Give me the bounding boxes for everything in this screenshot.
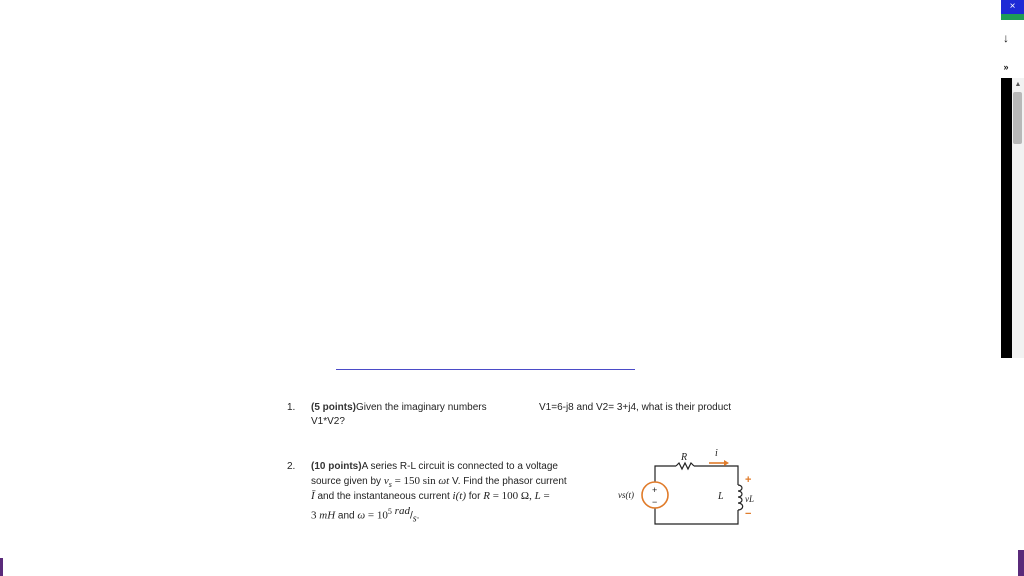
question-1-text-c: V1*V2? (311, 416, 345, 427)
current-arrow-head (724, 460, 729, 466)
arrow-up-icon: ▲ (1014, 81, 1022, 88)
question-2-line2: source given by $v_s = 150$ sin ωt V. Find the phasor current (311, 475, 567, 489)
resistor-symbol (676, 463, 694, 469)
rl-circuit-diagram (612, 446, 762, 530)
circuit-wire (655, 508, 738, 524)
chevron-right-icon: » (1003, 62, 1009, 72)
close-icon: × (1009, 1, 1016, 12)
label-L: L (718, 491, 724, 502)
question-2-line1: (10 points)A series R-L circuit is connected to a voltage (311, 461, 558, 472)
inductor-minus: − (745, 508, 752, 520)
question-1-text-a: Given the imaginary numbers (356, 402, 487, 413)
inductor-plus: + (745, 474, 752, 486)
scrollbar-thumb[interactable] (1013, 92, 1022, 144)
more-button[interactable] (1000, 60, 1012, 74)
download-icon: ↓ (1003, 31, 1009, 45)
circuit-wire (655, 466, 676, 482)
label-i: i (715, 448, 718, 459)
question-1-points: (5 points) (311, 402, 356, 413)
scroll-up-button[interactable] (1013, 80, 1023, 90)
inductor-symbol (738, 485, 743, 510)
question-2-line3: Ī and the instantaneous current i(t) for R = 100 Ω, L = (311, 490, 550, 502)
side-panel-bar (1001, 78, 1012, 358)
question-1-text-b: V1=6-j8 and V2= 3+j4, what is their product (539, 402, 732, 413)
close-button[interactable] (1001, 0, 1024, 14)
right-edge-marker (1018, 550, 1024, 576)
question-1-number: 1. (287, 402, 296, 413)
circuit-wire (694, 466, 738, 485)
question-1-line1 (311, 400, 541, 415)
label-R: R (681, 452, 688, 463)
status-bar (1001, 14, 1024, 20)
question-2-line4: 3 mH and $\omega = 10^5$ $^{rad}/_s$. (311, 505, 420, 525)
label-vs: vs(t) (618, 490, 634, 500)
section-divider (336, 369, 635, 370)
left-edge-marker (0, 558, 3, 576)
question-2-points: (10 points) (311, 461, 362, 472)
label-vL: vL (745, 494, 754, 504)
source-plus: + (652, 485, 658, 495)
question-2-number: 2. (287, 461, 296, 472)
source-minus: − (652, 497, 658, 507)
download-button[interactable] (1001, 30, 1011, 46)
